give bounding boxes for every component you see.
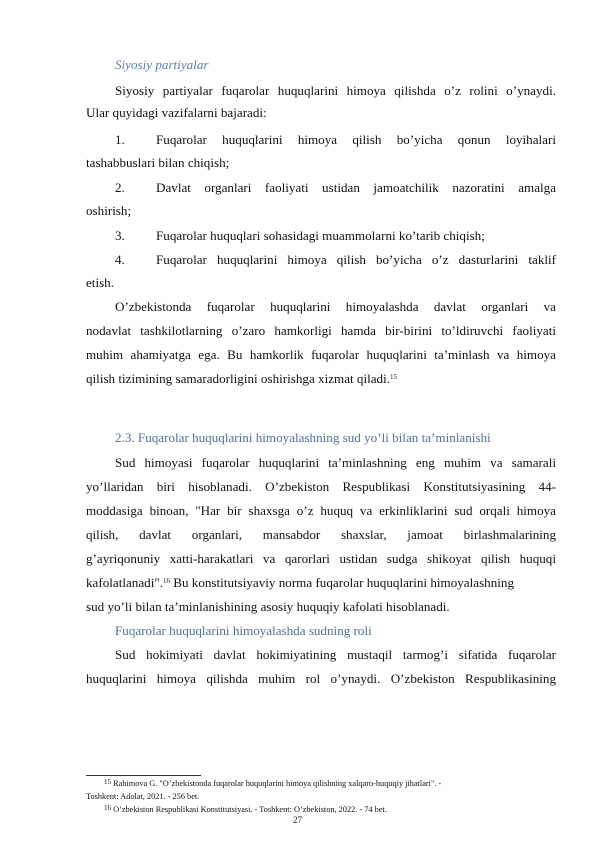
list-item-text: Fuqarolar huquqlarini himoya qilish bo’yicha qonun loyihalari: [156, 132, 556, 147]
list-item-text: tashabbuslari bilan chiqish;: [86, 155, 230, 170]
list-item-text: etish.: [86, 275, 115, 290]
footnote-ref[interactable]: 15: [390, 373, 398, 381]
paragraph-line: [86, 370, 556, 388]
list-item-text: Fuqarolar huquqlari sohasidagi muammolarni ko’tarib chiqish;: [156, 228, 485, 243]
paragraph-line: muhim ahamiyatga ega. Bu hamkorlik fuqarolar huquqlarini ta’minlash va himoya: [86, 347, 556, 362]
list-number: 3.: [115, 228, 125, 243]
paragraph-text: Bu konstitutsiyaviy norma fuqarolar huquqlarini himoyalashning: [169, 575, 514, 590]
paragraph-line: qilish, davlat organlari, mansabdor shaxslar, jamoat birlashmalarining: [86, 527, 556, 542]
paragraph-text: qilish tizimining samaradorligini oshirishga xizmat qiladi.: [86, 371, 391, 386]
paragraph-line: sud yo’li bilan ta’minlanishining asosiy huquqiy kafolati hisoblanadi.: [86, 599, 450, 614]
paragraph-line: Ular quyidagi vazifalarni bajaradi:: [86, 105, 267, 120]
list-number: 4.: [115, 252, 125, 267]
list-item-text: Davlat organlari faoliyati ustidan jamoatchilik nazoratini amalga: [156, 180, 556, 195]
list-item-text: oshirish;: [86, 203, 132, 218]
footnote-text: Rahimova G. "O’zbekistonda fuqarolar huquqlarini himoya qilishning xalqaro-huquqiy jihatlari". -: [113, 779, 442, 788]
list-number: 2.: [115, 180, 125, 195]
footnote-ref[interactable]: 16: [162, 577, 170, 585]
section-heading: 2.3. Fuqarolar huquqlarini himoyalashning sud yo’li bilan ta’minlanishi: [115, 430, 491, 445]
page-number: 27: [293, 815, 302, 825]
paragraph-line: Siyosiy partiyalar fuqarolar huquqlarini himoya qilishda o’z rolini o’ynaydi.: [115, 83, 556, 98]
section-title: Siyosiy partiyalar: [115, 57, 209, 72]
subheading: Fuqarolar huquqlarini himoyalashda sudning roli: [115, 623, 372, 638]
list-item-text: Fuqarolar huquqlarini himoya qilish bo’yicha o’z dasturlarini taklif: [156, 252, 556, 267]
footnote: [104, 778, 441, 790]
footnote-number: 15: [104, 778, 111, 786]
paragraph-line: g’ayriqonuniy xatti-harakatlari va qarorlari ustidan sudga shikoyat qilish huquqi: [86, 551, 556, 566]
paragraph-line: yo’llaridan biri hisoblanadi. O’zbekiston Respublikasi Konstitutsiyasining 44-: [86, 479, 556, 494]
footnote-number: 16: [104, 804, 111, 812]
paragraph-line: moddasiga binoan, "Har bir shaxsga o’z huquq va erkinliklarini sud orqali himoya: [86, 503, 556, 518]
paragraph-line: huquqlarini himoya qilishda muhim rol o’ynaydi. O’zbekiston Respublikasining: [86, 671, 556, 686]
footnote-text: Toshkent: Adolat, 2021. - 256 bet.: [86, 792, 200, 801]
paragraph-text: kafolatlanadi".: [86, 575, 163, 590]
list-number: 1.: [115, 132, 125, 147]
paragraph-line: Sud hokimiyati davlat hokimiyatining mustaqil tarmog’i sifatida fuqarolar: [115, 647, 556, 662]
paragraph-line: nodavlat tashkilotlarning o’zaro hamkorligi hamda bir-birini to’ldiruvchi faoliyati: [86, 323, 556, 338]
paragraph-line: [86, 574, 556, 592]
paragraph-line: O’zbekistonda fuqarolar huquqlarini himoyalashda davlat organlari va: [115, 299, 556, 314]
footnote-separator: [86, 775, 201, 776]
footnote-text: O’zbekiston Respublikasi Konstitutsiyasi. - Toshkent: O’zbekiston, 2022. - 74 bet.: [113, 805, 387, 814]
paragraph-line: Sud himoyasi fuqarolar huquqlarini ta’minlashning eng muhim va samarali: [115, 455, 556, 470]
